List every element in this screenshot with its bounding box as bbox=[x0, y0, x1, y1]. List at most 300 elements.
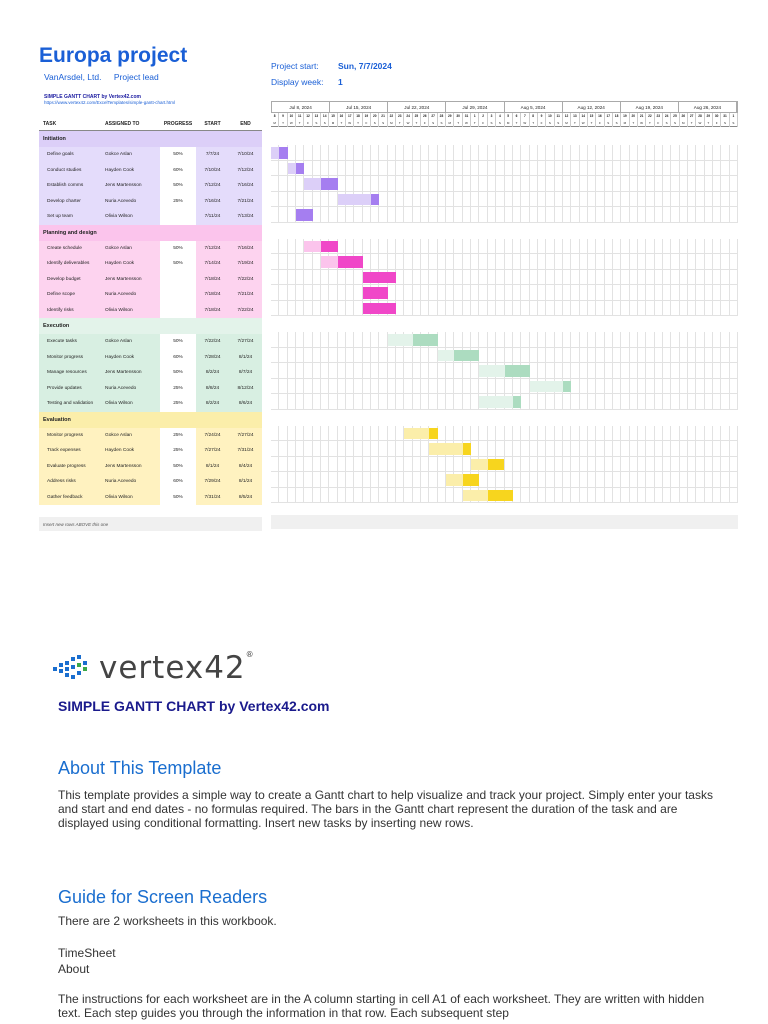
end-date[interactable]: 7/31/24 bbox=[237, 448, 254, 454]
progress[interactable]: 50% bbox=[160, 147, 196, 163]
day-number: 8 bbox=[530, 113, 538, 120]
task-name[interactable]: Develop charter bbox=[47, 198, 81, 204]
gantt-row bbox=[271, 301, 738, 317]
company-name: VanArsdel, Ltd. bbox=[44, 72, 102, 82]
progress[interactable]: 60% bbox=[160, 474, 196, 490]
progress[interactable] bbox=[160, 303, 196, 319]
assignee[interactable]: Gokce Aslan bbox=[105, 152, 132, 158]
day-number: 12 bbox=[563, 113, 571, 120]
day-number: 16 bbox=[596, 113, 604, 120]
end-date[interactable]: 8/4/24 bbox=[238, 463, 253, 469]
assignee[interactable]: Gokce Aslan bbox=[105, 432, 132, 438]
guide-text-2: The instructions for each worksheet are in the A column starting in cell A1 of each worksheet. They are written with hidden text. Each step guides you through the information in that row. Each subsequent step bbox=[58, 992, 705, 1020]
task-name[interactable]: Conduct studies bbox=[47, 167, 82, 173]
weekday-letter: W bbox=[580, 120, 588, 127]
start-date[interactable]: 7/7/24 bbox=[205, 152, 220, 158]
project-meta bbox=[271, 58, 392, 90]
weekday-letter: T bbox=[338, 120, 346, 127]
table-row[interactable] bbox=[39, 272, 262, 288]
day-number: 9 bbox=[279, 113, 287, 120]
day-number: 7 bbox=[521, 113, 529, 120]
day-number: 3 bbox=[488, 113, 496, 120]
task-bar-progress[interactable] bbox=[488, 459, 505, 471]
weekday-letter: S bbox=[321, 120, 329, 127]
guide-heading: Guide for Screen Readers bbox=[58, 887, 268, 907]
weekday-letter: S bbox=[438, 120, 446, 127]
progress[interactable]: 25% bbox=[160, 194, 196, 210]
task-name[interactable]: Identify risks bbox=[47, 307, 74, 313]
day-number: 24 bbox=[404, 113, 412, 120]
table-row[interactable] bbox=[39, 163, 262, 179]
task-name[interactable]: Monitor progress bbox=[47, 432, 83, 438]
project-start-value[interactable]: Sun, 7/7/2024 bbox=[338, 61, 392, 71]
task-bar-progress[interactable] bbox=[563, 381, 571, 393]
weekday-letter: T bbox=[571, 120, 579, 127]
display-week-label: Display week: bbox=[271, 77, 324, 87]
start-date[interactable]: 7/24/24 bbox=[204, 432, 221, 438]
task-name[interactable]: Track expenses bbox=[47, 448, 81, 454]
weekday-letter: F bbox=[363, 120, 371, 127]
end-date[interactable]: 7/21/24 bbox=[237, 198, 254, 204]
weekday-letter: T bbox=[354, 120, 362, 127]
gantt-row bbox=[271, 363, 738, 379]
start-date[interactable]: 7/12/24 bbox=[204, 245, 221, 251]
day-number: 19 bbox=[621, 113, 629, 120]
day-number: 16 bbox=[338, 113, 346, 120]
end-date[interactable]: 7/13/24 bbox=[237, 214, 254, 220]
table-row[interactable] bbox=[39, 443, 262, 459]
gantt-row bbox=[271, 441, 738, 457]
task-bar-progress[interactable] bbox=[413, 334, 438, 346]
task-name[interactable]: Gather feedback bbox=[47, 494, 83, 500]
start-date[interactable]: 7/29/24 bbox=[204, 479, 221, 485]
day-number: 13 bbox=[571, 113, 579, 120]
end-date[interactable]: 8/5/24 bbox=[238, 494, 253, 500]
gantt-row bbox=[271, 192, 738, 208]
start-date[interactable]: 7/11/24 bbox=[204, 214, 221, 220]
day-number: 8 bbox=[271, 113, 279, 120]
weekday-letter: W bbox=[638, 120, 646, 127]
day-number: 4 bbox=[496, 113, 504, 120]
task-bar-progress[interactable] bbox=[296, 163, 304, 175]
day-number: 20 bbox=[630, 113, 638, 120]
header-task: TASK bbox=[43, 120, 57, 127]
progress[interactable]: 25% bbox=[160, 396, 196, 412]
gantt-row bbox=[271, 239, 738, 255]
start-date[interactable]: 7/22/24 bbox=[204, 339, 221, 345]
task-name[interactable]: Develop budget bbox=[47, 276, 81, 282]
progress[interactable]: 25% bbox=[160, 428, 196, 444]
day-number: 23 bbox=[655, 113, 663, 120]
progress[interactable]: 50% bbox=[160, 365, 196, 381]
task-name[interactable]: Define scope bbox=[47, 292, 75, 298]
task-name[interactable]: Define goals bbox=[47, 152, 74, 158]
day-number: 13 bbox=[313, 113, 321, 120]
day-number: 31 bbox=[463, 113, 471, 120]
assignee[interactable]: Gokce Aslan bbox=[105, 339, 132, 345]
weekday-letter: T bbox=[630, 120, 638, 127]
assignee[interactable]: Olivia Wilson bbox=[105, 307, 133, 313]
table-row[interactable] bbox=[39, 256, 262, 272]
progress[interactable]: 50% bbox=[160, 334, 196, 350]
weekday-letter: M bbox=[388, 120, 396, 127]
weekday-letter: T bbox=[513, 120, 521, 127]
assignee[interactable]: Gokce Aslan bbox=[105, 245, 132, 251]
end-date[interactable]: 7/16/24 bbox=[237, 183, 254, 189]
task-name[interactable]: Monitor progress bbox=[47, 354, 83, 360]
day-number: 2 bbox=[479, 113, 487, 120]
day-number: 26 bbox=[421, 113, 429, 120]
gantt-row bbox=[271, 332, 738, 348]
end-date[interactable]: 7/27/24 bbox=[237, 432, 254, 438]
weekday-letter: S bbox=[730, 120, 738, 127]
weekday-letter: W bbox=[346, 120, 354, 127]
day-number: 18 bbox=[354, 113, 362, 120]
end-date[interactable]: 8/1/24 bbox=[238, 479, 253, 485]
template-url[interactable]: https://www.vertex42.com/ExcelTemplates/simple-gantt-chart.html bbox=[44, 100, 176, 105]
end-date[interactable]: 8/12/24 bbox=[237, 385, 254, 391]
day-number: 25 bbox=[413, 113, 421, 120]
progress[interactable] bbox=[160, 272, 196, 288]
start-date[interactable]: 7/27/24 bbox=[204, 448, 221, 454]
week-label: Jul 29, 2024 bbox=[446, 102, 504, 112]
weekday-letter: S bbox=[663, 120, 671, 127]
weekday-letter: T bbox=[413, 120, 421, 127]
end-date[interactable]: 7/12/24 bbox=[237, 167, 254, 173]
assignee[interactable]: Hayden Cook bbox=[105, 167, 135, 173]
gantt-row bbox=[271, 394, 738, 410]
weekday-letter: T bbox=[646, 120, 654, 127]
week-label: Aug 19, 2024 bbox=[621, 102, 679, 112]
weekday-letter: F bbox=[538, 120, 546, 127]
task-bar-progress[interactable] bbox=[454, 350, 479, 362]
week-label: Aug 12, 2024 bbox=[563, 102, 621, 112]
table-header bbox=[39, 117, 262, 131]
weekday-letter: S bbox=[555, 120, 563, 127]
weekday-letter: F bbox=[421, 120, 429, 127]
weekday-letter: S bbox=[546, 120, 554, 127]
weekday-letter: T bbox=[705, 120, 713, 127]
day-number: 17 bbox=[346, 113, 354, 120]
day-number: 30 bbox=[713, 113, 721, 120]
gantt-row bbox=[271, 457, 738, 473]
day-number: 14 bbox=[580, 113, 588, 120]
week-label: Jul 8, 2024 bbox=[272, 102, 330, 112]
end-date[interactable]: 7/27/24 bbox=[237, 339, 254, 345]
task-name[interactable]: Identify deliverables bbox=[47, 261, 90, 267]
weekday-letter: T bbox=[296, 120, 304, 127]
day-number: 9 bbox=[538, 113, 546, 120]
assignee[interactable]: Hayden Cook bbox=[105, 261, 135, 267]
assignee[interactable]: Nuria Acevedo bbox=[105, 292, 137, 298]
day-number: 14 bbox=[321, 113, 329, 120]
header-assigned: ASSIGNED TO bbox=[105, 120, 140, 127]
assignee[interactable]: Olivia Wilson bbox=[105, 494, 133, 500]
progress[interactable]: 60% bbox=[160, 163, 196, 179]
table-row[interactable] bbox=[39, 334, 262, 350]
task-name[interactable]: Evaluate progress bbox=[47, 463, 86, 469]
gantt-footer bbox=[271, 515, 738, 529]
logo-text: vertex42® bbox=[99, 650, 255, 686]
weekday-letter: M bbox=[271, 120, 279, 127]
weekday-letter: F bbox=[596, 120, 604, 127]
table-row[interactable] bbox=[39, 147, 262, 163]
table-row[interactable] bbox=[39, 209, 262, 225]
task-bar-progress[interactable] bbox=[371, 194, 379, 206]
table-row[interactable] bbox=[39, 490, 262, 506]
day-number: 12 bbox=[304, 113, 312, 120]
weekday-letter: M bbox=[563, 120, 571, 127]
progress[interactable]: 25% bbox=[160, 443, 196, 459]
day-number: 31 bbox=[721, 113, 729, 120]
task-bar-progress[interactable] bbox=[463, 443, 471, 455]
task-bar-progress[interactable] bbox=[363, 287, 388, 299]
end-date[interactable]: 7/21/24 bbox=[237, 292, 254, 298]
table-row[interactable] bbox=[39, 381, 262, 397]
guide-text-1: There are 2 worksheets in this workbook. bbox=[58, 914, 277, 928]
start-date[interactable]: 7/18/24 bbox=[204, 307, 221, 313]
table-row[interactable] bbox=[39, 350, 262, 366]
vertex42-logo bbox=[51, 650, 255, 686]
day-number: 22 bbox=[646, 113, 654, 120]
gantt-row bbox=[271, 379, 738, 395]
weekday-letter: W bbox=[521, 120, 529, 127]
table-row[interactable] bbox=[39, 287, 262, 303]
day-number: 30 bbox=[454, 113, 462, 120]
weekday-letter: S bbox=[429, 120, 437, 127]
gantt-row bbox=[271, 285, 738, 301]
table-row[interactable] bbox=[39, 428, 262, 444]
start-date[interactable]: 7/31/24 bbox=[204, 494, 221, 500]
weekday-header bbox=[271, 120, 738, 127]
day-number: 11 bbox=[296, 113, 304, 120]
vertex42-logo-icon bbox=[51, 653, 93, 683]
day-number: 15 bbox=[329, 113, 337, 120]
gantt-row bbox=[271, 254, 738, 270]
gantt-row bbox=[271, 161, 738, 177]
week-label: Jul 22, 2024 bbox=[388, 102, 446, 112]
end-date[interactable]: 7/16/24 bbox=[237, 245, 254, 251]
task-bar-progress[interactable] bbox=[488, 490, 513, 502]
week-label: Aug 5, 2024 bbox=[505, 102, 563, 112]
day-number: 27 bbox=[688, 113, 696, 120]
weekday-letter: W bbox=[696, 120, 704, 127]
progress[interactable]: 50% bbox=[160, 490, 196, 506]
week-label: Jul 15, 2024 bbox=[330, 102, 388, 112]
insert-note: Insert new rows ABOVE this one bbox=[39, 517, 262, 531]
start-date[interactable]: 7/12/24 bbox=[204, 183, 221, 189]
phase-row: Planning and design bbox=[39, 225, 262, 241]
end-date[interactable]: 7/19/24 bbox=[237, 261, 254, 267]
day-number: 19 bbox=[363, 113, 371, 120]
company-line bbox=[44, 72, 169, 82]
task-name[interactable]: Address risks bbox=[47, 479, 76, 485]
day-number: 29 bbox=[446, 113, 454, 120]
day-number: 28 bbox=[438, 113, 446, 120]
assignee[interactable]: Jens Martensson bbox=[105, 370, 142, 376]
gantt-row bbox=[271, 207, 738, 223]
display-week-value[interactable]: 1 bbox=[338, 77, 343, 87]
progress[interactable]: 50% bbox=[160, 256, 196, 272]
gantt-chart bbox=[271, 101, 738, 529]
start-date[interactable]: 7/28/24 bbox=[204, 354, 221, 360]
progress[interactable]: 25% bbox=[160, 381, 196, 397]
weekday-letter: M bbox=[446, 120, 454, 127]
start-date[interactable]: 8/2/24 bbox=[205, 370, 220, 376]
gantt-body bbox=[271, 129, 738, 503]
assignee[interactable]: Jens Martensson bbox=[105, 183, 142, 189]
day-number: 27 bbox=[429, 113, 437, 120]
progress[interactable] bbox=[160, 209, 196, 225]
end-date[interactable]: 8/1/24 bbox=[238, 354, 253, 360]
task-name[interactable]: Execute tasks bbox=[47, 339, 77, 345]
weekday-letter: M bbox=[505, 120, 513, 127]
week-label: Aug 26, 2024 bbox=[679, 102, 737, 112]
task-name[interactable]: Establish comms bbox=[47, 183, 84, 189]
phase-row: Execution bbox=[39, 318, 262, 334]
task-bar-progress[interactable] bbox=[429, 428, 437, 440]
start-date[interactable]: 7/18/24 bbox=[204, 276, 221, 282]
task-bar-progress[interactable] bbox=[338, 256, 363, 268]
start-date[interactable]: 8/8/24 bbox=[205, 385, 220, 391]
end-date[interactable]: 8/7/24 bbox=[238, 370, 253, 376]
task-bar-progress[interactable] bbox=[279, 147, 287, 159]
assignee[interactable]: Olivia Wilson bbox=[105, 401, 133, 407]
end-date[interactable]: 8/6/24 bbox=[238, 401, 253, 407]
weekday-letter: S bbox=[671, 120, 679, 127]
header-end: END bbox=[240, 120, 251, 127]
table-row[interactable] bbox=[39, 474, 262, 490]
task-bar-progress[interactable] bbox=[321, 241, 338, 253]
task-bar-progress[interactable] bbox=[513, 396, 521, 408]
table-row[interactable] bbox=[39, 365, 262, 381]
weekday-letter: F bbox=[304, 120, 312, 127]
task-bar-progress[interactable] bbox=[296, 209, 313, 221]
weekday-letter: S bbox=[721, 120, 729, 127]
week-header bbox=[271, 101, 738, 113]
header-progress: PROGRESS bbox=[163, 120, 193, 127]
weekday-letter: S bbox=[496, 120, 504, 127]
day-number: 6 bbox=[513, 113, 521, 120]
assignee[interactable]: Nuria Acevedo bbox=[105, 198, 137, 204]
day-number: 21 bbox=[638, 113, 646, 120]
task-bar-progress[interactable] bbox=[321, 178, 338, 190]
weekday-letter: W bbox=[404, 120, 412, 127]
assignee[interactable]: Olivia Wilson bbox=[105, 214, 133, 220]
day-number: 20 bbox=[371, 113, 379, 120]
progress[interactable]: 50% bbox=[160, 178, 196, 194]
start-date[interactable]: 7/14/24 bbox=[204, 261, 221, 267]
weekday-letter: T bbox=[588, 120, 596, 127]
table-row[interactable] bbox=[39, 396, 262, 412]
day-number: 1 bbox=[471, 113, 479, 120]
day-number: 11 bbox=[555, 113, 563, 120]
end-date[interactable]: 7/22/24 bbox=[237, 276, 254, 282]
task-bar-progress[interactable] bbox=[363, 272, 396, 284]
day-number: 10 bbox=[546, 113, 554, 120]
start-date[interactable]: 7/10/24 bbox=[204, 167, 221, 173]
project-start-label: Project start: bbox=[271, 61, 319, 71]
start-date[interactable]: 8/1/24 bbox=[205, 463, 220, 469]
assignee[interactable]: Hayden Cook bbox=[105, 448, 135, 454]
worksheet-name-1: TimeSheet bbox=[58, 946, 116, 960]
about-text: This template provides a simple way to create a Gantt chart to help visualize and track your project. Simply enter your tasks and start and end dates - no formulas required. The bars in the Gantt chart represent the duration of the task and are displayed using conditional formatting. Insert new tasks by inserting new rows. bbox=[58, 788, 713, 830]
start-date[interactable]: 7/18/24 bbox=[204, 292, 221, 298]
progress[interactable]: 60% bbox=[160, 350, 196, 366]
assignee[interactable]: Nuria Acevedo bbox=[105, 479, 137, 485]
table-row[interactable] bbox=[39, 241, 262, 257]
day-number: 24 bbox=[663, 113, 671, 120]
gantt-row bbox=[271, 426, 738, 442]
weekday-letter: F bbox=[713, 120, 721, 127]
task-name[interactable]: Set up team bbox=[47, 214, 73, 220]
day-number: 10 bbox=[288, 113, 296, 120]
day-number: 23 bbox=[396, 113, 404, 120]
worksheet-name-2: About bbox=[58, 962, 90, 976]
template-title: SIMPLE GANTT CHART by Vertex42.com bbox=[44, 94, 141, 100]
end-date[interactable]: 7/10/24 bbox=[237, 152, 254, 158]
assignee[interactable]: Nuria Acevedo bbox=[105, 385, 137, 391]
phase-row: Evaluation bbox=[39, 412, 262, 428]
weekday-letter: T bbox=[396, 120, 404, 127]
task-bar-progress[interactable] bbox=[505, 365, 530, 377]
about-heading: About This Template bbox=[58, 758, 222, 778]
task-name[interactable]: Testing and validation bbox=[47, 401, 94, 407]
progress[interactable]: 50% bbox=[160, 241, 196, 257]
phase-row: Initiation bbox=[39, 131, 262, 147]
task-name[interactable]: Create schedule bbox=[47, 245, 82, 251]
day-number: 22 bbox=[388, 113, 396, 120]
weekday-letter: S bbox=[488, 120, 496, 127]
task-name[interactable]: Provide updates bbox=[47, 385, 82, 391]
day-number: 26 bbox=[680, 113, 688, 120]
assignee[interactable]: Jens Martensson bbox=[105, 276, 142, 282]
assignee[interactable]: Jens Martensson bbox=[105, 463, 142, 469]
day-number: 28 bbox=[696, 113, 704, 120]
weekday-letter: F bbox=[479, 120, 487, 127]
weekday-letter: S bbox=[613, 120, 621, 127]
weekday-letter: M bbox=[621, 120, 629, 127]
table-row[interactable] bbox=[39, 194, 262, 210]
task-bar-progress[interactable] bbox=[463, 474, 480, 486]
day-number: 17 bbox=[605, 113, 613, 120]
day-number: 21 bbox=[379, 113, 387, 120]
table-body bbox=[39, 131, 262, 505]
end-date[interactable]: 7/22/24 bbox=[237, 307, 254, 313]
project-lead: Project lead bbox=[113, 72, 159, 82]
assignee[interactable]: Hayden Cook bbox=[105, 354, 135, 360]
gantt-row bbox=[271, 176, 738, 192]
gantt-row bbox=[271, 488, 738, 504]
table-row[interactable] bbox=[39, 303, 262, 319]
gantt-row bbox=[271, 270, 738, 286]
start-date[interactable]: 8/2/24 bbox=[205, 401, 220, 407]
day-number: 29 bbox=[705, 113, 713, 120]
header-start: START bbox=[204, 120, 221, 127]
table-row[interactable] bbox=[39, 178, 262, 194]
start-date[interactable]: 7/16/24 bbox=[204, 198, 221, 204]
progress[interactable]: 50% bbox=[160, 459, 196, 475]
task-bar-progress[interactable] bbox=[363, 303, 396, 315]
weekday-letter: T bbox=[279, 120, 287, 127]
day-number: 1 bbox=[730, 113, 738, 120]
table-row[interactable] bbox=[39, 459, 262, 475]
simple-gantt-title: SIMPLE GANTT CHART by Vertex42.com bbox=[58, 698, 330, 714]
progress[interactable] bbox=[160, 287, 196, 303]
gantt-row bbox=[271, 348, 738, 364]
task-name[interactable]: Manage resources bbox=[47, 370, 87, 376]
weekday-letter: S bbox=[371, 120, 379, 127]
